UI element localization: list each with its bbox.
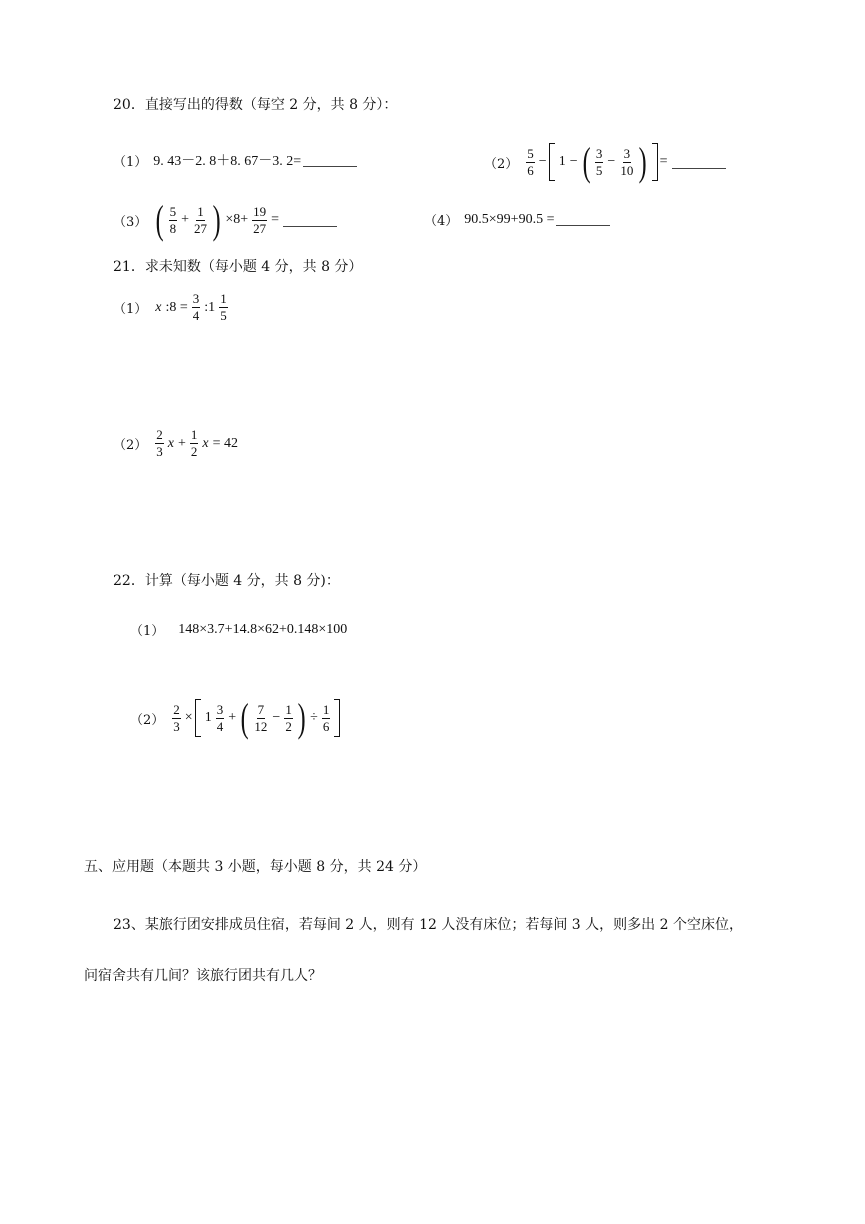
numerator: 1 bbox=[322, 701, 330, 717]
answer-blank[interactable] bbox=[556, 213, 610, 226]
minus-sign: − bbox=[272, 710, 281, 725]
denominator: 4 bbox=[216, 718, 224, 734]
left-bracket bbox=[549, 143, 555, 181]
fraction bbox=[192, 292, 201, 323]
q20-p1-expr: 9. 43－2. 8＋8. 67－3. 2= bbox=[153, 154, 302, 169]
numerator: 7 bbox=[257, 701, 265, 717]
fraction bbox=[219, 292, 228, 323]
q21-p2-label: （2） bbox=[113, 438, 148, 453]
q22-p1-expr: 148×3.7+14.8×62+0.148×100 bbox=[178, 621, 348, 637]
fraction bbox=[253, 703, 268, 734]
denominator: 5 bbox=[220, 308, 227, 323]
minus-sign: − bbox=[538, 154, 547, 169]
denominator: 8 bbox=[169, 220, 177, 236]
variable-x: x bbox=[167, 435, 174, 451]
numerator: 1 bbox=[197, 203, 204, 219]
section-heading: 五、应用题（本题共 3 小题，每小题 8 分，共 24 分） bbox=[84, 859, 427, 875]
right-bracket bbox=[334, 699, 340, 737]
fraction bbox=[169, 205, 178, 236]
right-paren: ) bbox=[297, 695, 306, 740]
numerator: 2 bbox=[173, 701, 180, 717]
equals-sign: = bbox=[659, 154, 668, 169]
q20-part2 bbox=[484, 139, 726, 184]
q20-p3-label: （3） bbox=[113, 214, 148, 230]
q20-part1 bbox=[113, 150, 357, 170]
q20-p2-label: （2） bbox=[484, 156, 519, 172]
fraction bbox=[193, 205, 208, 236]
denominator: 10 bbox=[620, 162, 634, 178]
q20-title: 20．直接写出的得数（每空 2 分，共 8 分）： bbox=[113, 97, 398, 113]
numerator: 5 bbox=[527, 145, 534, 161]
answer-blank[interactable] bbox=[672, 156, 726, 169]
numerator: 1 bbox=[285, 701, 292, 717]
q21-part2 bbox=[113, 428, 240, 459]
right-paren: ) bbox=[212, 197, 221, 242]
numerator: 1 bbox=[190, 427, 198, 442]
numerator: 2 bbox=[156, 427, 163, 442]
minus-sign: − bbox=[607, 154, 616, 169]
numerator: 3 bbox=[192, 291, 200, 306]
equals-sign: = bbox=[271, 212, 280, 227]
fraction bbox=[526, 147, 535, 178]
numerator: 19 bbox=[253, 203, 267, 219]
q22-part2 bbox=[130, 695, 340, 740]
q21-p1-label: （1） bbox=[113, 302, 148, 317]
left-paren: ( bbox=[582, 139, 591, 184]
denominator: 27 bbox=[253, 220, 267, 236]
q21-title: 21．求未知数（每小题 4 分，共 8 分） bbox=[113, 259, 363, 275]
q22-p1-label: （1） bbox=[130, 624, 165, 639]
divide-sign: ÷ bbox=[310, 710, 318, 725]
variable-x: x bbox=[202, 435, 209, 451]
numerator: 3 bbox=[595, 145, 603, 161]
denominator: 2 bbox=[190, 444, 198, 459]
q22-title: 22．计算（每小题 4 分，共 8 分)： bbox=[113, 573, 340, 589]
numerator: 1 bbox=[220, 291, 227, 306]
denominator: 27 bbox=[194, 220, 208, 236]
numerator: 5 bbox=[169, 203, 177, 219]
denominator: 3 bbox=[156, 444, 163, 459]
q20-part3 bbox=[113, 197, 337, 242]
equation-rhs: = 42 bbox=[212, 435, 239, 451]
right-paren: ) bbox=[638, 139, 647, 184]
q22-p2-label: （2） bbox=[130, 712, 165, 728]
variable-x: x bbox=[155, 299, 162, 315]
denominator: 4 bbox=[192, 308, 200, 323]
answer-blank[interactable] bbox=[303, 154, 357, 167]
q20-p4-label: （4） bbox=[424, 214, 459, 229]
fraction bbox=[190, 428, 199, 459]
number: 1 bbox=[558, 154, 566, 169]
denominator: 3 bbox=[173, 718, 180, 734]
fraction bbox=[155, 428, 164, 459]
numerator: 3 bbox=[216, 701, 224, 717]
right-bracket bbox=[652, 143, 658, 181]
fraction bbox=[284, 703, 293, 734]
left-bracket bbox=[195, 699, 201, 737]
fraction bbox=[322, 703, 331, 734]
denominator: 2 bbox=[285, 718, 292, 734]
q23-line1: 23、某旅行团安排成员住宿，若每间 2 人，则有 12 人没有床位；若每间 3 人，则多出 2 个空床位， bbox=[113, 917, 743, 933]
ratio-text: :1 bbox=[204, 299, 216, 315]
q22-part1 bbox=[130, 620, 347, 639]
mixed-number-whole: 1 bbox=[204, 710, 212, 725]
left-paren: ( bbox=[240, 695, 249, 740]
denominator: 6 bbox=[527, 162, 534, 178]
fraction bbox=[619, 147, 634, 178]
left-paren: ( bbox=[155, 197, 164, 242]
times-sign: × bbox=[184, 710, 193, 725]
q21-part1 bbox=[113, 292, 230, 323]
ratio-text: :8 = bbox=[165, 299, 188, 315]
fraction bbox=[216, 703, 225, 734]
q20-part4 bbox=[424, 210, 610, 229]
answer-blank[interactable] bbox=[283, 214, 337, 227]
q23-line2: 问宿舍共有几间？该旅行团共有几人？ bbox=[84, 968, 322, 984]
plus-sign: + bbox=[178, 435, 186, 451]
denominator: 5 bbox=[595, 162, 603, 178]
numerator: 3 bbox=[623, 145, 631, 161]
plus-sign: + bbox=[228, 710, 237, 725]
fraction bbox=[172, 703, 181, 734]
fraction bbox=[595, 147, 604, 178]
denominator: 6 bbox=[322, 718, 330, 734]
minus-sign: − bbox=[569, 154, 578, 169]
q20-p1-label: （1） bbox=[113, 154, 148, 170]
times-eight-plus: ×8+ bbox=[225, 212, 249, 227]
fraction bbox=[252, 205, 267, 236]
q20-p4-expr: 90.5×99+90.5 = bbox=[464, 211, 555, 227]
plus-sign: + bbox=[181, 212, 190, 227]
denominator: 12 bbox=[254, 718, 268, 734]
